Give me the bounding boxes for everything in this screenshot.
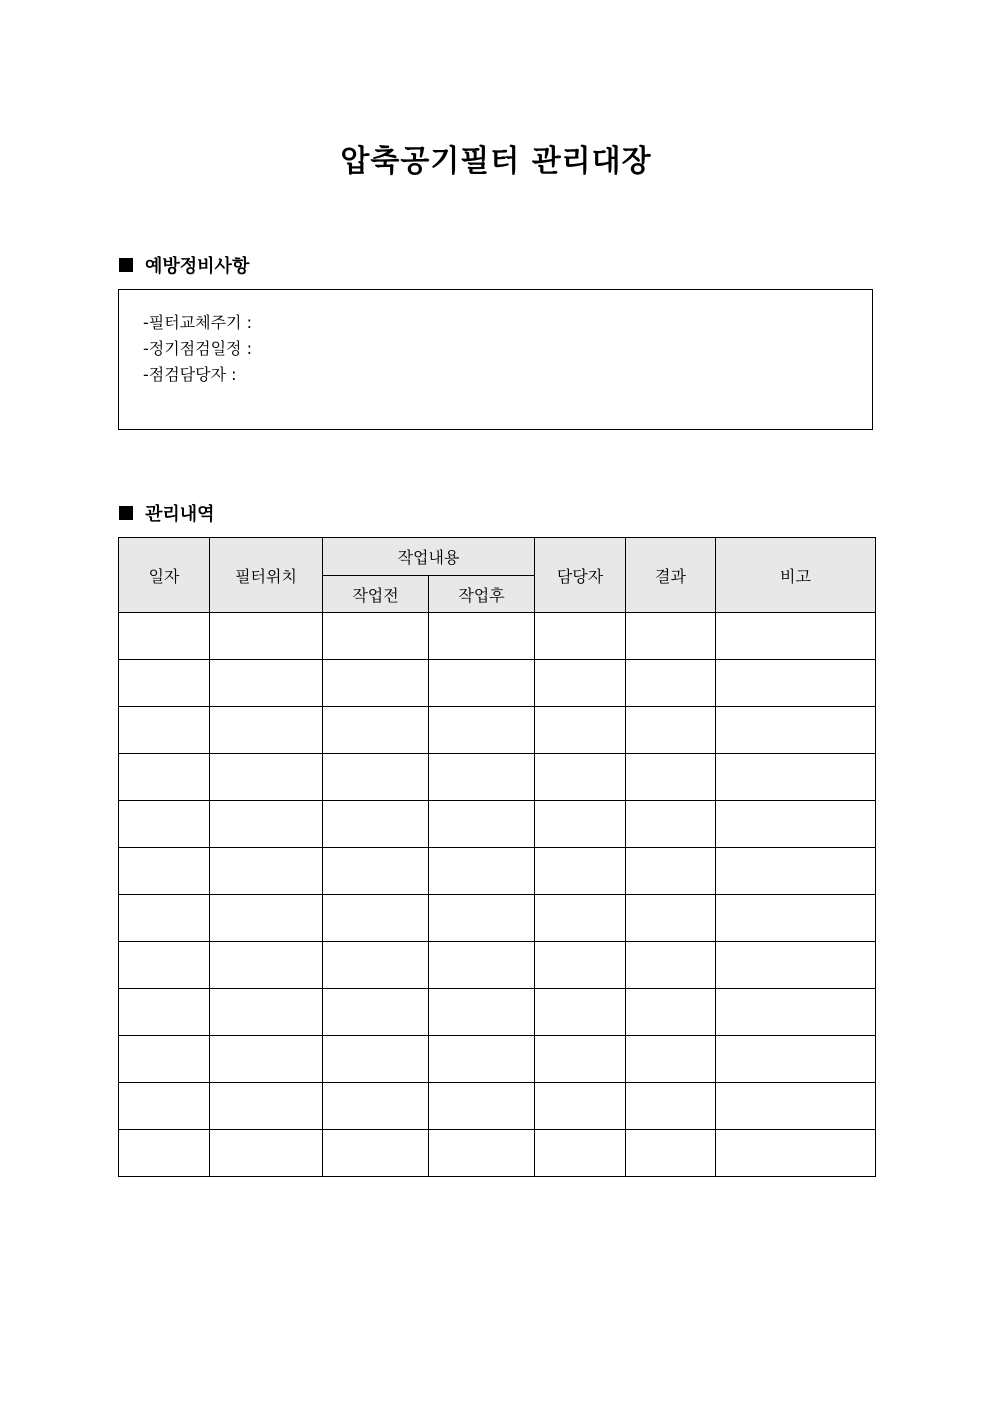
- date-cell[interactable]: [119, 613, 210, 660]
- result-cell[interactable]: [626, 754, 716, 801]
- person-in-charge-cell[interactable]: [535, 754, 626, 801]
- remarks-cell[interactable]: [716, 613, 876, 660]
- person-in-charge-cell[interactable]: [535, 801, 626, 848]
- table-row: [119, 1130, 876, 1177]
- table-row: [119, 1036, 876, 1083]
- table-row: [119, 1083, 876, 1130]
- before-work-cell[interactable]: [323, 754, 429, 801]
- date-cell[interactable]: [119, 989, 210, 1036]
- filter-location-cell[interactable]: [210, 989, 323, 1036]
- result-cell[interactable]: [626, 801, 716, 848]
- person-in-charge-cell[interactable]: [535, 848, 626, 895]
- square-bullet-icon: [119, 258, 133, 272]
- table-row: [119, 895, 876, 942]
- after-work-cell[interactable]: [429, 754, 535, 801]
- table-row: [119, 942, 876, 989]
- date-cell[interactable]: [119, 754, 210, 801]
- remarks-cell[interactable]: [716, 895, 876, 942]
- remarks-cell[interactable]: [716, 660, 876, 707]
- column-header-filter-location: 필터위치: [210, 538, 323, 613]
- filter-location-cell[interactable]: [210, 1083, 323, 1130]
- remarks-cell[interactable]: [716, 1083, 876, 1130]
- filter-location-cell[interactable]: [210, 660, 323, 707]
- management-history-heading-text: 관리내역: [145, 504, 215, 525]
- after-work-cell[interactable]: [429, 707, 535, 754]
- column-header-result: 결과: [626, 538, 716, 613]
- date-cell[interactable]: [119, 801, 210, 848]
- before-work-cell[interactable]: [323, 1036, 429, 1083]
- person-in-charge-cell[interactable]: [535, 989, 626, 1036]
- filter-location-cell[interactable]: [210, 613, 323, 660]
- after-work-cell[interactable]: [429, 1130, 535, 1177]
- filter-location-cell[interactable]: [210, 848, 323, 895]
- date-cell[interactable]: [119, 942, 210, 989]
- table-row: [119, 660, 876, 707]
- before-work-cell[interactable]: [323, 1130, 429, 1177]
- before-work-cell[interactable]: [323, 848, 429, 895]
- table-row: [119, 848, 876, 895]
- after-work-cell[interactable]: [429, 942, 535, 989]
- preventive-maintenance-heading-text: 예방정비사항: [145, 256, 250, 277]
- management-log-table: [118, 537, 876, 1177]
- remarks-cell[interactable]: [716, 1036, 876, 1083]
- management-history-heading: [119, 500, 215, 526]
- before-work-cell[interactable]: [323, 613, 429, 660]
- filter-location-cell[interactable]: [210, 707, 323, 754]
- remarks-cell[interactable]: [716, 989, 876, 1036]
- date-cell[interactable]: [119, 1083, 210, 1130]
- result-cell[interactable]: [626, 895, 716, 942]
- person-in-charge-cell[interactable]: [535, 660, 626, 707]
- date-cell[interactable]: [119, 707, 210, 754]
- table-row: [119, 613, 876, 660]
- remarks-cell[interactable]: [716, 707, 876, 754]
- table-row: [119, 754, 876, 801]
- before-work-cell[interactable]: [323, 660, 429, 707]
- column-header-after-work: 작업후: [429, 576, 535, 613]
- page-title: 압축공기필터 관리대장: [340, 144, 652, 179]
- management-log-body: [119, 613, 876, 1177]
- table-row: [119, 989, 876, 1036]
- table-row: [119, 801, 876, 848]
- result-cell[interactable]: [626, 1036, 716, 1083]
- after-work-cell[interactable]: [429, 660, 535, 707]
- before-work-cell[interactable]: [323, 1083, 429, 1130]
- remarks-cell[interactable]: [716, 1130, 876, 1177]
- preventive-maintenance-heading: [119, 252, 249, 278]
- column-header-date: 일자: [119, 538, 210, 613]
- date-cell[interactable]: [119, 895, 210, 942]
- person-in-charge-cell[interactable]: [535, 1130, 626, 1177]
- result-cell[interactable]: [626, 942, 716, 989]
- result-cell[interactable]: [626, 660, 716, 707]
- filter-replacement-cycle-label: -필터교체주기 :: [143, 313, 252, 332]
- preventive-maintenance-box: [118, 289, 873, 430]
- before-work-cell[interactable]: [323, 801, 429, 848]
- result-cell[interactable]: [626, 848, 716, 895]
- before-work-cell[interactable]: [323, 895, 429, 942]
- after-work-cell[interactable]: [429, 1083, 535, 1130]
- after-work-cell[interactable]: [429, 1036, 535, 1083]
- result-cell[interactable]: [626, 1130, 716, 1177]
- before-work-cell[interactable]: [323, 989, 429, 1036]
- before-work-cell[interactable]: [323, 707, 429, 754]
- remarks-cell[interactable]: [716, 801, 876, 848]
- filter-location-cell[interactable]: [210, 754, 323, 801]
- filter-location-cell[interactable]: [210, 1130, 323, 1177]
- date-cell[interactable]: [119, 660, 210, 707]
- column-header-work-content: 작업내용: [323, 538, 535, 576]
- remarks-cell[interactable]: [716, 942, 876, 989]
- after-work-cell[interactable]: [429, 989, 535, 1036]
- remarks-cell[interactable]: [716, 754, 876, 801]
- filter-location-cell[interactable]: [210, 801, 323, 848]
- filter-location-cell[interactable]: [210, 1036, 323, 1083]
- after-work-cell[interactable]: [429, 613, 535, 660]
- filter-location-cell[interactable]: [210, 942, 323, 989]
- result-cell[interactable]: [626, 1083, 716, 1130]
- person-in-charge-cell[interactable]: [535, 707, 626, 754]
- person-in-charge-cell[interactable]: [535, 613, 626, 660]
- filter-location-cell[interactable]: [210, 895, 323, 942]
- inspector-label: -점검담당자 :: [143, 365, 237, 384]
- after-work-cell[interactable]: [429, 895, 535, 942]
- result-cell[interactable]: [626, 613, 716, 660]
- square-bullet-icon: [119, 506, 133, 520]
- result-cell[interactable]: [626, 989, 716, 1036]
- inspection-schedule-label: -정기점검일정 :: [143, 339, 252, 358]
- result-cell[interactable]: [626, 707, 716, 754]
- after-work-cell[interactable]: [429, 848, 535, 895]
- remarks-cell[interactable]: [716, 848, 876, 895]
- person-in-charge-cell[interactable]: [535, 895, 626, 942]
- date-cell[interactable]: [119, 1036, 210, 1083]
- column-header-before-work: 작업전: [323, 576, 429, 613]
- column-header-remarks: 비고: [716, 538, 876, 613]
- date-cell[interactable]: [119, 848, 210, 895]
- person-in-charge-cell[interactable]: [535, 1036, 626, 1083]
- before-work-cell[interactable]: [323, 942, 429, 989]
- person-in-charge-cell[interactable]: [535, 942, 626, 989]
- after-work-cell[interactable]: [429, 801, 535, 848]
- table-row: [119, 707, 876, 754]
- date-cell[interactable]: [119, 1130, 210, 1177]
- person-in-charge-cell[interactable]: [535, 1083, 626, 1130]
- column-header-person-in-charge: 담당자: [535, 538, 626, 613]
